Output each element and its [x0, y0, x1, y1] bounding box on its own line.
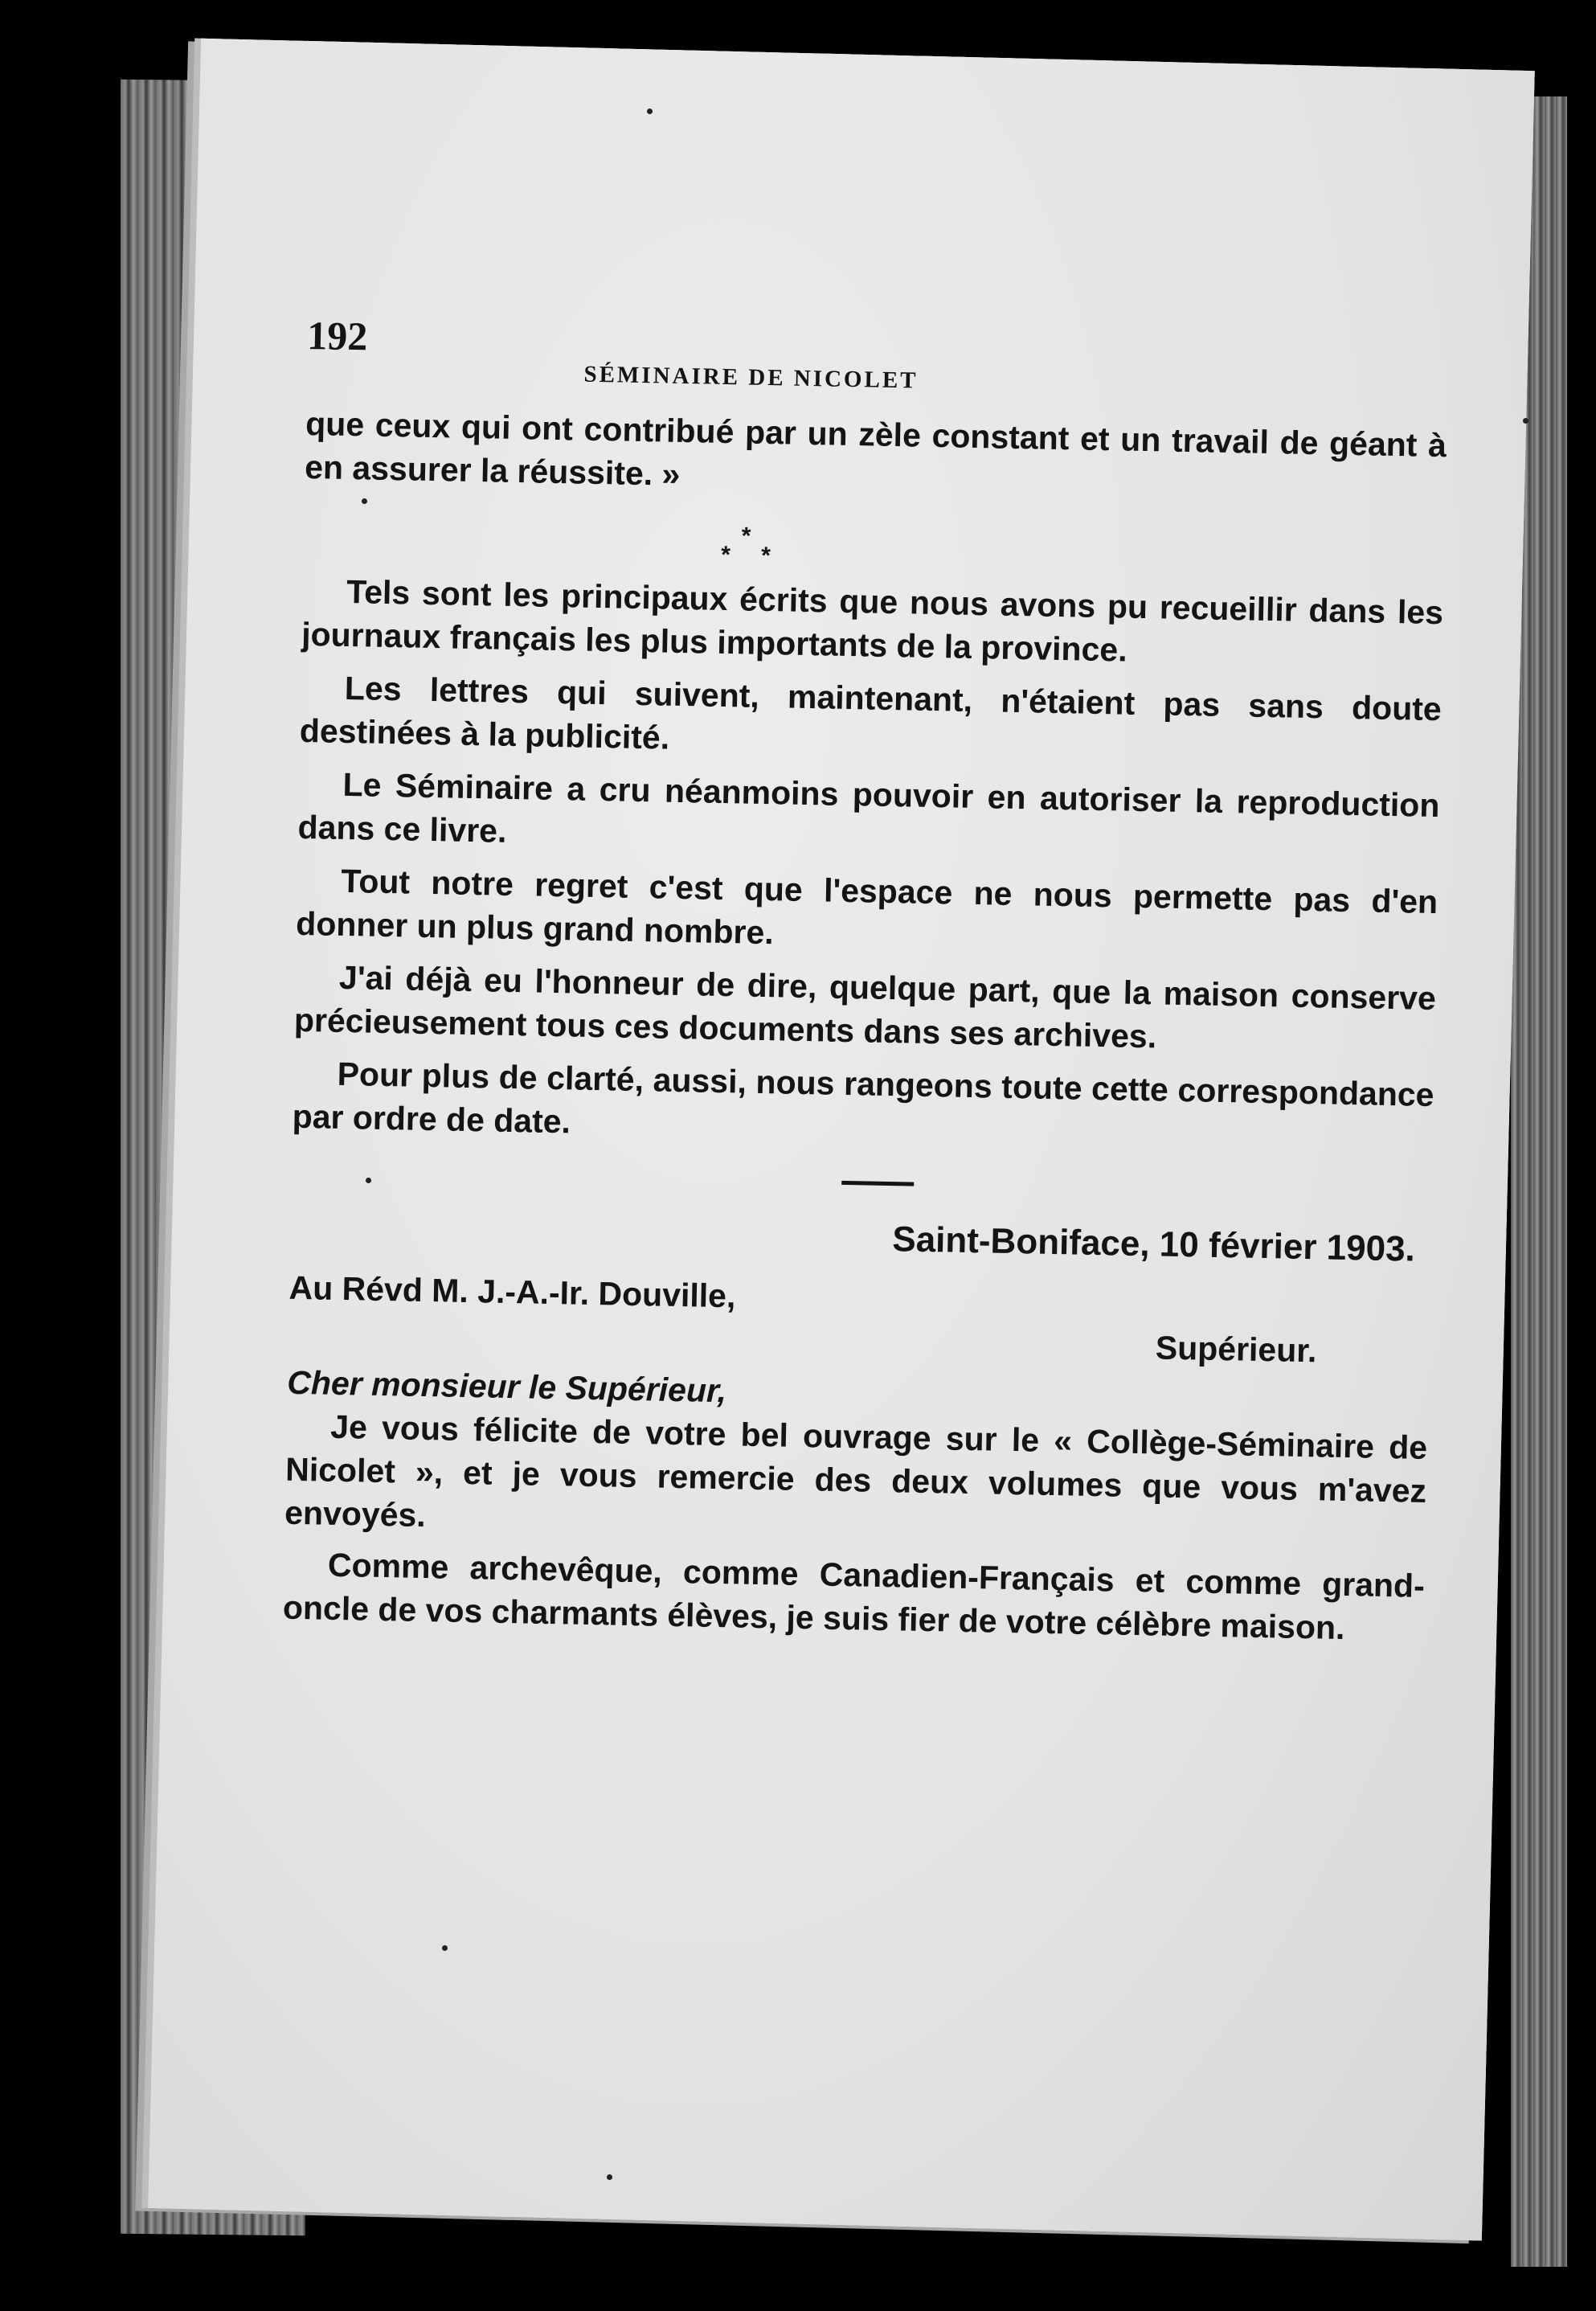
letter-addressee-title: Supérieur. [1155, 1329, 1317, 1370]
body-paragraph: Tels sont les principaux écrits que nous avons pu recueillir dans les journaux français les plus importants de la province. [301, 572, 1444, 669]
section-rule [841, 1181, 914, 1186]
page-number: 192 [306, 312, 368, 359]
body-paragraph: Tout notre regret c'est que l'espace ne nous permette pas d'en donner un plus grand nombre. [295, 862, 1438, 952]
letter-paragraph: Comme archevêque, comme Canadien-Français et comme grand-oncle de vos charmants élèves, je suis fier de votre célèbre maison. [282, 1546, 1426, 1647]
asterism-star-top: * [741, 522, 751, 550]
body-paragraph: Les lettres qui suivent, maintenant, n'étaient pas sans doute destinées à la publicité. [299, 669, 1443, 756]
body-paragraph: Pour plus de clarté, aussi, nous rangeons toute cette correspondance par ordre de date. [292, 1055, 1434, 1141]
letter-paragraph: Je vous félicite de votre bel ouvrage sur le « Collège-Séminaire de Nicolet », et je vous remercie des deux volumes que vous m'avez envoyés. [284, 1407, 1428, 1535]
page-text [282, 225, 1450, 1651]
continuation-paragraph: que ceux qui ont contribué par un zèle constant et un travail de géant à en assurer la réussite. » [304, 404, 1447, 493]
asterism-star-left: * [720, 541, 731, 569]
body-paragraph: J'ai déjà eu l'honneur de dire, quelque part, que la maison conserve précieusement tous ces documents dans ses archives. [293, 958, 1437, 1055]
letter-addressee: Au Révd M. J.-A.-Ir. Douville, [289, 1268, 736, 1315]
body-paragraph: Le Séminaire a cru néanmoins pouvoir en autoriser la reproduction dans ce livre. [297, 765, 1440, 850]
running-head: SÉMINAIRE DE NICOLET [583, 361, 919, 394]
letter-dateline: Saint-Boniface, 10 février 1903. [891, 1219, 1416, 1269]
letter-salutation: Cher monsieur le Supérieur, [286, 1363, 727, 1410]
asterism-star-right: * [760, 542, 771, 570]
